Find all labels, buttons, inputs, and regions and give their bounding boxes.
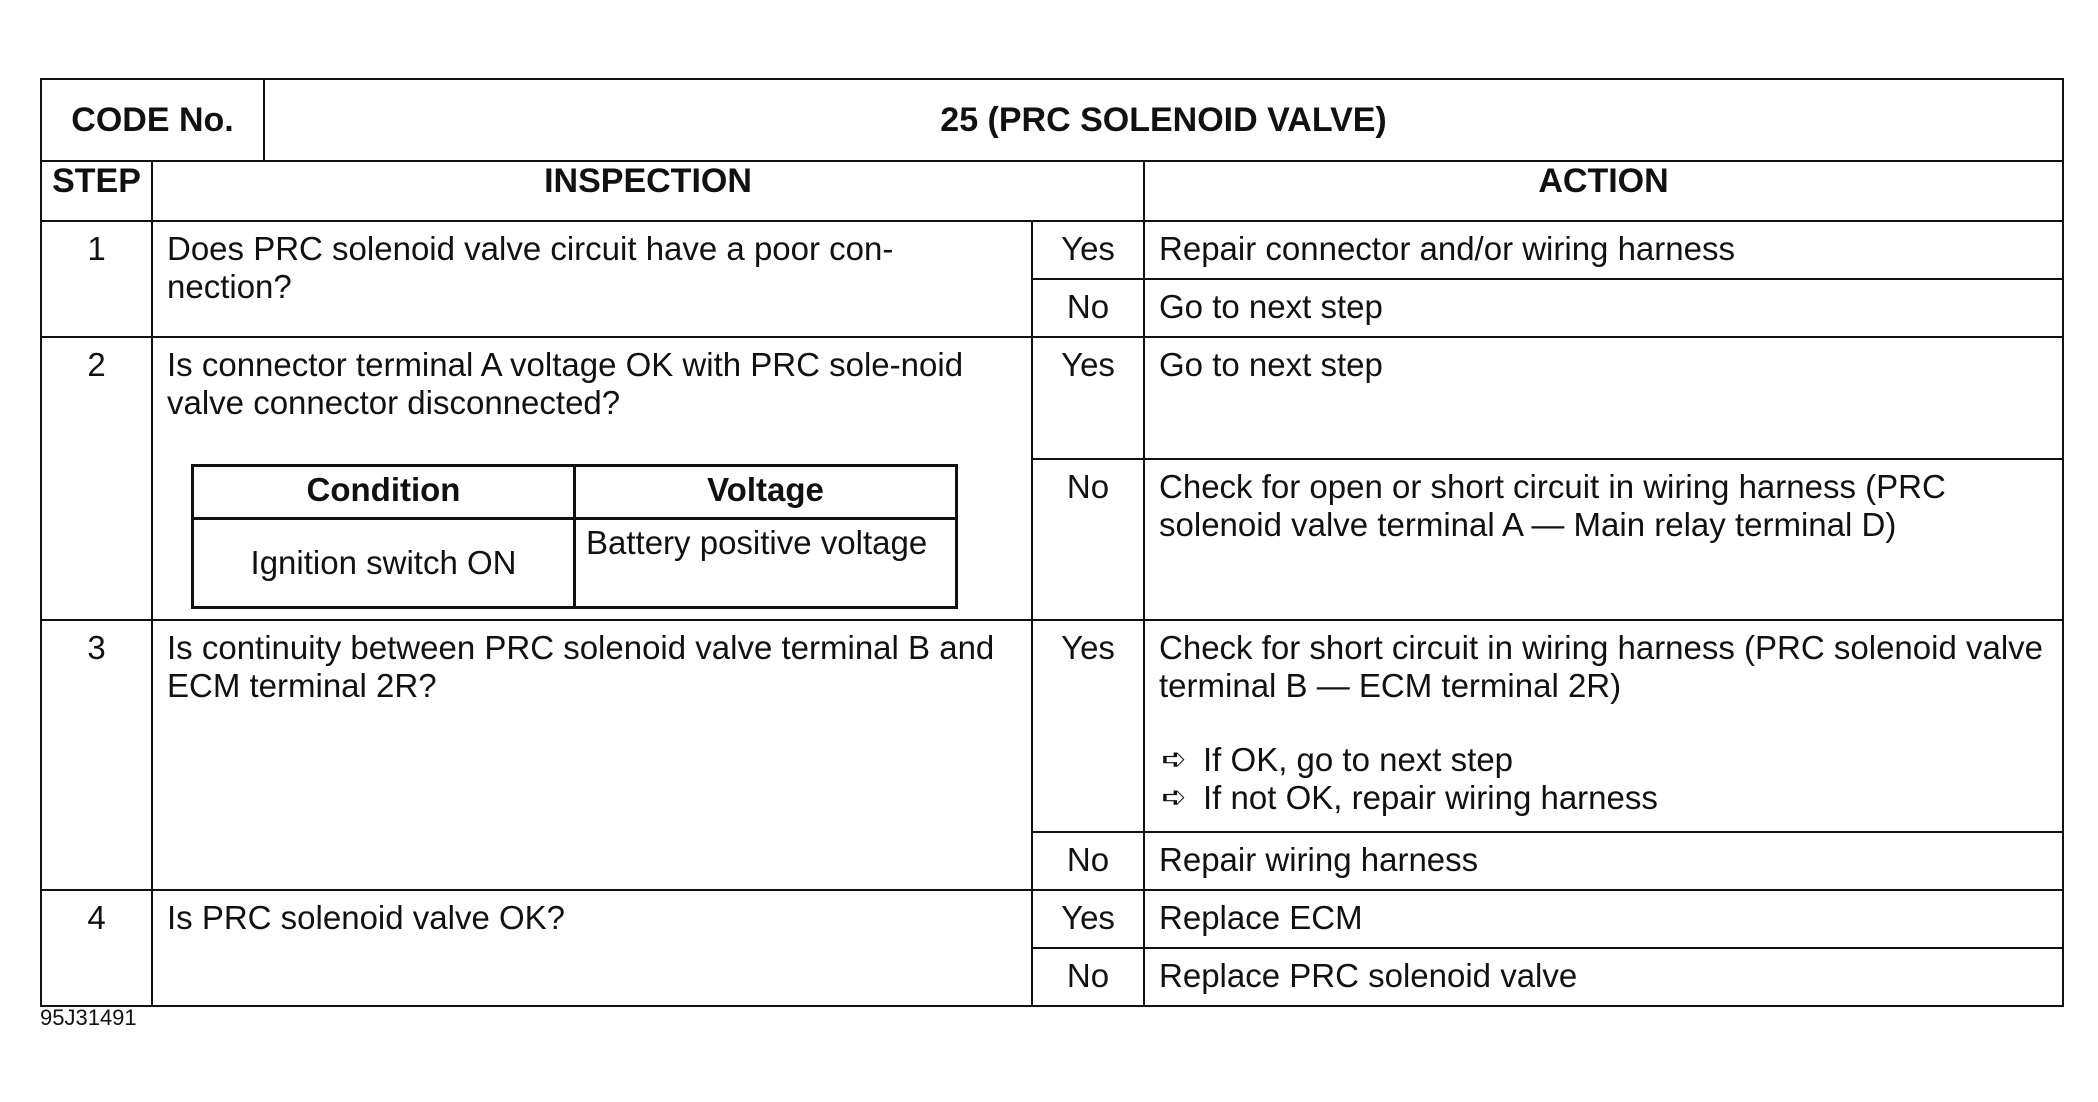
no-action: Check for open or short circuit in wiring harness (PRC solenoid valve terminal A — Main relay terminal D) [1144, 459, 2063, 620]
yes-action-cell [1144, 620, 2063, 832]
figure-reference: 95J31491 [40, 1005, 137, 1030]
step-number: 1 [41, 221, 152, 337]
list-item [1159, 779, 2048, 817]
yes-label: Yes [1032, 620, 1144, 832]
no-label: No [1032, 832, 1144, 890]
yes-label: Yes [1032, 890, 1144, 948]
diagnostic-chart [40, 78, 2062, 1007]
condition-header: Condition [193, 466, 575, 519]
condition-header-row [193, 466, 957, 519]
voltage-header: Voltage [575, 466, 957, 519]
yes-action: Repair connector and/or wiring harness [1144, 221, 2063, 279]
no-label: No [1032, 459, 1144, 620]
condition-row [193, 519, 957, 608]
list-item-text: If not OK, repair wiring harness [1203, 779, 1658, 816]
yes-action: Check for short circuit in wiring harness (PRC solenoid valve terminal B — ECM terminal 2R) [1159, 629, 2044, 704]
table-row [41, 221, 2063, 279]
no-action: Repair wiring harness [1144, 832, 2063, 890]
step-column-header: STEP [41, 161, 152, 221]
yes-label: Yes [1032, 221, 1144, 279]
inspection-text: Is continuity between PRC solenoid valve terminal B and ECM terminal 2R? [152, 620, 1032, 890]
condition-value: Ignition switch ON [193, 519, 575, 608]
inspection-cell [152, 337, 1032, 620]
code-header-row [41, 79, 2063, 161]
code-label: CODE No. [41, 79, 264, 161]
arrow-right-icon: ➪ [1161, 743, 1187, 776]
yes-action: Go to next step [1144, 337, 2063, 459]
inspection-text: Is PRC solenoid valve OK? [152, 890, 1032, 1006]
step-number: 2 [41, 337, 152, 620]
arrow-right-icon: ➪ [1161, 781, 1187, 814]
inspection-text: Does PRC solenoid valve circuit have a poor con-nection? [152, 221, 1032, 337]
no-label: No [1032, 948, 1144, 1006]
column-header-row [41, 161, 2063, 221]
action-column-header: ACTION [1144, 161, 2063, 221]
no-action: Replace PRC solenoid valve [1144, 948, 2063, 1006]
action-sublist [1159, 741, 2048, 817]
table-row [41, 890, 2063, 948]
step-number: 4 [41, 890, 152, 1006]
yes-label: Yes [1032, 337, 1144, 459]
step-number: 3 [41, 620, 152, 890]
list-item [1159, 741, 2048, 779]
no-label: No [1032, 279, 1144, 337]
condition-table-wrap [191, 464, 955, 609]
diagnostic-table [40, 78, 2064, 1007]
condition-table [191, 464, 958, 609]
voltage-value: Battery positive voltage [575, 519, 957, 608]
table-row [41, 337, 2063, 459]
inspection-text: Is connector terminal A voltage OK with PRC sole-noid valve connector disconnected? [167, 346, 964, 421]
list-item-text: If OK, go to next step [1203, 741, 1514, 778]
code-title: 25 (PRC SOLENOID VALVE) [264, 79, 2063, 161]
inspection-column-header: INSPECTION [152, 161, 1144, 221]
no-action: Go to next step [1144, 279, 2063, 337]
table-row [41, 620, 2063, 832]
yes-action: Replace ECM [1144, 890, 2063, 948]
